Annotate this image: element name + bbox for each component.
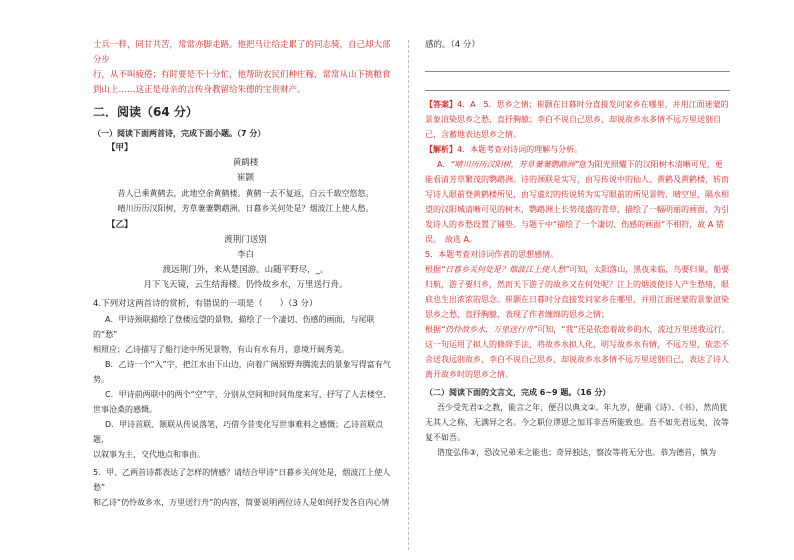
answer-label: 【答案】 [425,100,457,109]
intro-line-1: 士兵一样，同甘共苦，常常亦脚走路。他把马让给走累了的同志骑，自己却大部分步 [93,40,391,65]
q4-option-line-3: B．乙诗一个“入”字，把江水由下山边，向着广阔原野奔腾流去的景象写得富有气 [105,360,391,369]
q5-body1-text: 可知，太阳落山，黑夜来临，鸟要归巢，船要归航，游子要归乡，然而天下游子的故乡又在何处呢？江上的烟波使诗人产生愁绪，眼底也生出浓浓的思念。崔颢在日暮时分直接发问家乡在哪里，并用江面迷蒙的景象渲染思乡之愁，直抒胸臆，表现了作者缠绵的思乡之情； [425,265,730,319]
q4-option-line-4: 势。 [93,375,109,384]
question-heading-1: （一）阅读下面两首诗，完成下面小题。（7 分） [93,129,266,138]
intro-line-2: 行，从不叫疲倦；有时要是不十分忙，他帮助农民们种庄稼，常常从山下挑粮食 [93,70,391,80]
answer-blank-line-2 [425,78,730,91]
poem2-title: 渡荆门送别 [224,235,267,245]
left-column [93,38,398,510]
poem2-line-2: 月下飞天镜，云生结海楼。仍怜故乡水，万里送行舟。 [143,280,348,290]
poem2-line-1: 渡远荆门外，来从楚国游。山随平野尽，_。 [162,265,329,275]
q4-stem: 4.下列对这两首诗的赏析，有错误的一项是（ ）（3 分） [93,299,318,309]
classical-text-para-1: 吾少受先君①之教，能言之年，便召以典文②。年九岁，便诵《诗》、《书》，然尚犹无其人之称，无满异之名。今之职位谬恩之加耳非吾所能致也。吾不如先君远矣，汝等复不如吾。 [425,403,729,442]
answer-blank-line-1 [425,59,730,72]
jia-label: 【甲】 [107,143,133,153]
yi-label: 【乙】 [107,220,133,230]
column-divider [408,40,409,550]
analysis-block [425,142,730,157]
analysis-text: 4．本题考查对诗词的理解与分析。 [457,145,583,154]
q5-analysis-body-1 [425,262,730,322]
poem1-title: 黄鹤楼 [232,158,259,168]
poem1-line-1: 昔人已乘黄鹤去，此地空余黄鹤楼。黄鹤一去不复返，白云千载空悠悠。 [117,189,374,198]
q5-body2-text: 可知，“我”还是依恋着故乡的水，流过万里送我远行。这一句运用了拟人的修辞手法，将故乡水拟人化，明写故乡水有情，不远万里，依恋不舍送我远别故乡，李白不说自己思乡，却说故乡水多情不远万里送别自己，表达了诗人离开故乡时的思乡之情。 [425,325,730,379]
q4-option-line-8: 以叙事为主，交代地点和事由。 [93,450,205,459]
analysis-a-block [425,157,730,247]
q5-analysis-body-2 [425,322,730,382]
q5-body1-quote: “日暮乡关何处是？烟波江上使人愁” [441,265,570,274]
analysis-a-quote: “晴川历历汉阳树，芳草萋萋鹦鹉洲” [450,160,579,169]
q4-option-line-6: 世事沧桑的感慨。 [93,405,157,414]
poem1-line-2: 晴川历历汉阳树，芳草萋萋鹦鹉洲。日暮乡关何处是？烟波江上使人愁。 [117,204,374,213]
classical-text-para-2: 谘度弘伟③，恐汝兄弟未之能也；奇异独达，察汝等将无分也。恭为德首，慎为 [437,448,717,457]
answer-block [425,97,730,142]
poem1-author: 崔颢 [236,173,254,183]
q4-option-line-7: D．甲诗首联、颔联从传说落笔，巧借今昔变化写世事难料之感慨；乙诗首联点题， [93,420,384,444]
poem2-author: 李白 [236,250,254,260]
question-heading-2: （二）阅读下面的文言文，完成 6~9 题。（16 分） [425,388,611,397]
q5-body1-prefix: 根据 [425,265,441,274]
answer-text: 4．A 5．思乡之情；崔颢在日暮时分直接发问家乡在哪里，并用江面迷蒙的景象渲染思乡之愁，直抒胸臆；李白不说自己思乡，却说故乡水多情不远万里送别自己，含蓄地表达思乡之情。 [425,100,729,139]
q5-line-1: 5．甲、乙两首诗都表达了怎样的情感？请结合甲诗“日暮乡关何处是，烟波江上使人愁” [93,468,391,492]
analysis-label: 【解析】 [425,145,457,154]
right-column [425,38,730,460]
analysis-a-text: 意为阳光照耀下的汉阳树木清晰可见，更能看清芳草繁茂的鹦鹉洲。诗的颈联是实写，由写传说中的仙人、黄鹤及黄鹤楼，转而写诗人眼前登黄鹤楼所见，由写虚幻的传说转为实写眼前的所见景物，晴空里，隔水相望的汉阳城清晰可见的树木，鹦鹉洲上长势茂盛的青草，描绘了一幅明丽的画面，为引发诗人的乡愁设置了铺垫。与题干中“描绘了一个凄切、伤感的画面”不相符，故 A 错误。 故选 A。 [425,160,729,244]
section-title: 二．阅读（64 分） [93,105,198,119]
q5-continuation: 感的。（4 分） [425,40,480,50]
analysis-a-label: A． [437,160,451,169]
q5-body2-quote: “仍怜故乡水，万里送行舟” [441,325,538,334]
q4-option-line-2: 相照应；乙诗描写了船行途中所见景物，有山有水有月，意境开阔秀美。 [93,345,349,354]
intro-line-3: 到山上……这正是母亲的言传身教留给朱德的宝贵财产。 [93,85,306,95]
q5-line-2: 和乙诗“仍怜故乡水，万里送行舟”的内容，简要说明两位诗人是如何抒发各自内心情 [93,498,390,507]
q5-body2-prefix: 根据 [425,325,441,334]
q4-option-line-5: C．甲诗前两联中的两个“空”字，分别从空间和时间角度来写，抒写了人去楼空、 [105,390,391,399]
q5-analysis-title: 5．本题考查对诗词作者的思想感情。 [425,250,559,259]
q4-option-line-1: A．甲诗颈联描绘了登楼远望的景物，描绘了一个凄切、伤感的画面，与尾联的“愁” [93,315,375,339]
